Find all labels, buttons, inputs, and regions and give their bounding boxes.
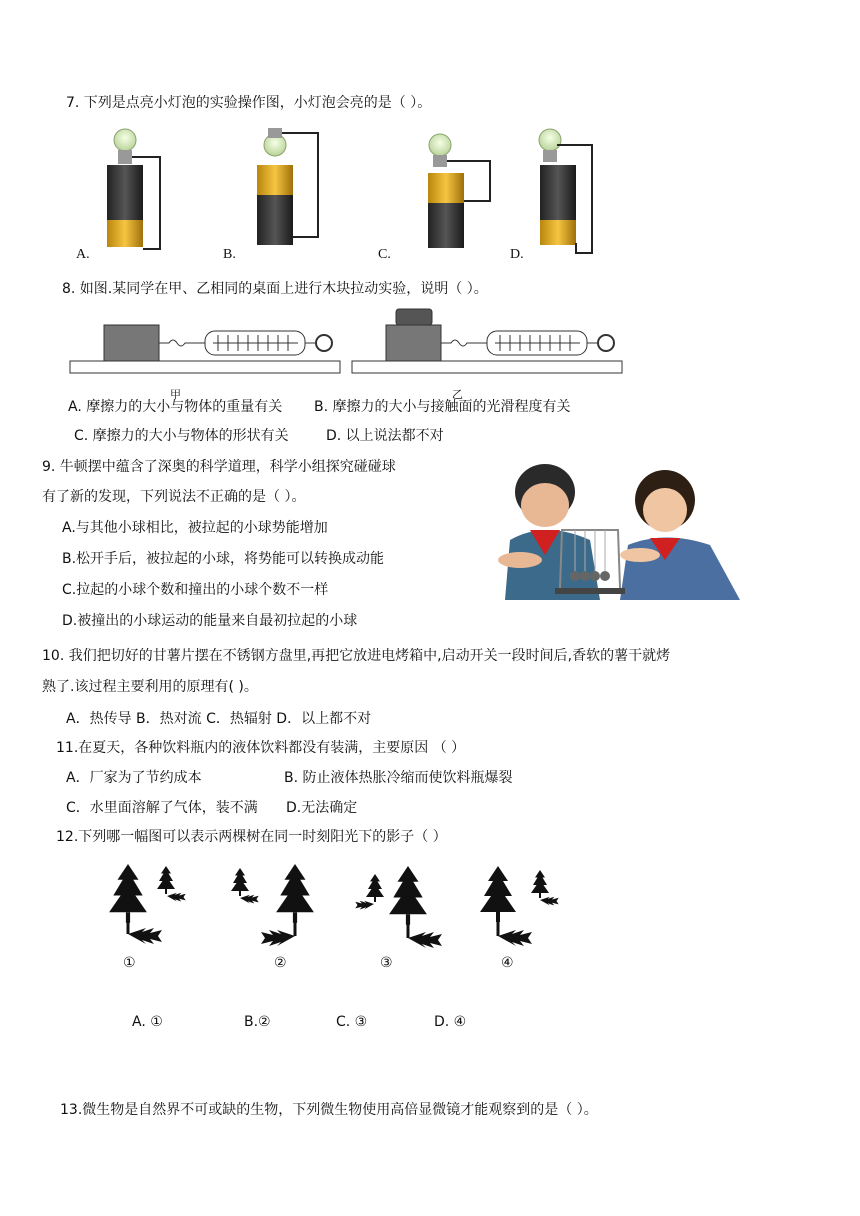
q12-figure-number-4: ④ bbox=[501, 955, 514, 971]
tree-figure-3 bbox=[355, 866, 442, 948]
circuit-b bbox=[257, 128, 318, 245]
q8-option-a[interactable]: A. 摩擦力的大小与物体的重量有关 bbox=[68, 399, 283, 415]
q11-stem: 11.在夏天，各种饮料瓶内的液体饮料都没有装满，主要原因 （ ） bbox=[56, 740, 466, 756]
tree-figure-2 bbox=[231, 864, 314, 946]
setup-jia bbox=[70, 325, 340, 373]
q9-option-c[interactable]: C.拉起的小球个数和撞出的小球个数不一样 bbox=[62, 582, 329, 598]
q12-figure-number-2: ② bbox=[274, 955, 287, 971]
q10-stem-line1: 10. 我们把切好的甘薯片摆在不锈钢方盘里,再把它放进电烤箱中,启动开关一段时间后,香软的薯干就烤 bbox=[42, 648, 671, 664]
q9-option-b[interactable]: B.松开手后，被拉起的小球，将势能可以转换成动能 bbox=[62, 551, 385, 567]
q10-options[interactable]: A．热传导 B．热对流 C．热辐射 D．以上都不对 bbox=[66, 711, 372, 727]
circuit-c bbox=[428, 134, 490, 248]
q7-option-c[interactable]: C. bbox=[378, 247, 391, 262]
q7-circuit-figures bbox=[100, 125, 660, 265]
q8-label-yi: 乙 bbox=[452, 388, 463, 401]
q12-option-c[interactable]: C. ③ bbox=[336, 1014, 368, 1030]
tree-figure-4 bbox=[480, 866, 559, 946]
q9-stem-line2: 有了新的发现，下列说法不正确的是（ ）。 bbox=[42, 489, 306, 505]
q12-tree-shadow-figures bbox=[100, 858, 590, 950]
tree-figure-1 bbox=[109, 864, 186, 944]
q8-option-c[interactable]: C. 摩擦力的大小与物体的形状有关 bbox=[74, 428, 289, 444]
q12-option-b[interactable]: B.② bbox=[244, 1014, 271, 1030]
q10-stem-line2: 熟了.该过程主要利用的原理有( )。 bbox=[42, 679, 258, 695]
newtons-cradle-photo bbox=[450, 460, 748, 602]
q9-option-d[interactable]: D.被撞出的小球运动的能量来自最初拉起的小球 bbox=[62, 613, 358, 629]
q13-stem: 13.微生物是自然界不可或缺的生物，下列微生物使用高倍显微镜才能观察到的是（ ）。 bbox=[60, 1102, 598, 1118]
q8-option-b[interactable]: B. 摩擦力的大小与接触面的光滑程度有关 bbox=[314, 399, 571, 415]
q8-label-jia: 甲 bbox=[170, 388, 181, 401]
q12-figure-number-3: ③ bbox=[380, 955, 393, 971]
q12-option-a[interactable]: A. ① bbox=[132, 1014, 163, 1030]
q7-option-a[interactable]: A. bbox=[76, 247, 90, 262]
q8-option-d[interactable]: D. 以上说法都不对 bbox=[326, 428, 444, 444]
q8-friction-figures bbox=[68, 305, 628, 377]
q8-stem: 8. 如图.某同学在甲、乙相同的桌面上进行木块拉动实验，说明（ ）。 bbox=[62, 281, 488, 297]
q7-option-b[interactable]: B. bbox=[223, 247, 236, 262]
q11-option-c[interactable]: C．水里面溶解了气体，装不满 bbox=[66, 800, 258, 816]
q12-figure-number-1: ① bbox=[123, 955, 136, 971]
q11-option-d[interactable]: D.无法确定 bbox=[286, 800, 358, 816]
q9-stem-line1: 9. 牛顿摆中蕴含了深奥的科学道理，科学小组探究碰碰球 bbox=[42, 459, 396, 475]
circuit-d bbox=[539, 129, 592, 253]
circuit-a bbox=[107, 129, 160, 249]
setup-yi bbox=[352, 309, 622, 373]
q7-option-d[interactable]: D. bbox=[510, 247, 524, 262]
q7-stem: 7. 下列是点亮小灯泡的实验操作图，小灯泡会亮的是（ ）。 bbox=[66, 95, 432, 111]
q11-option-b[interactable]: B. 防止液体热胀冷缩而使饮料瓶爆裂 bbox=[284, 770, 513, 786]
q11-option-a[interactable]: A．厂家为了节约成本 bbox=[66, 770, 202, 786]
q9-option-a[interactable]: A.与其他小球相比，被拉起的小球势能增加 bbox=[62, 520, 328, 536]
q12-option-d[interactable]: D. ④ bbox=[434, 1014, 467, 1030]
q12-stem: 12.下列哪一幅图可以表示两棵树在同一时刻阳光下的影子（ ） bbox=[56, 829, 447, 845]
